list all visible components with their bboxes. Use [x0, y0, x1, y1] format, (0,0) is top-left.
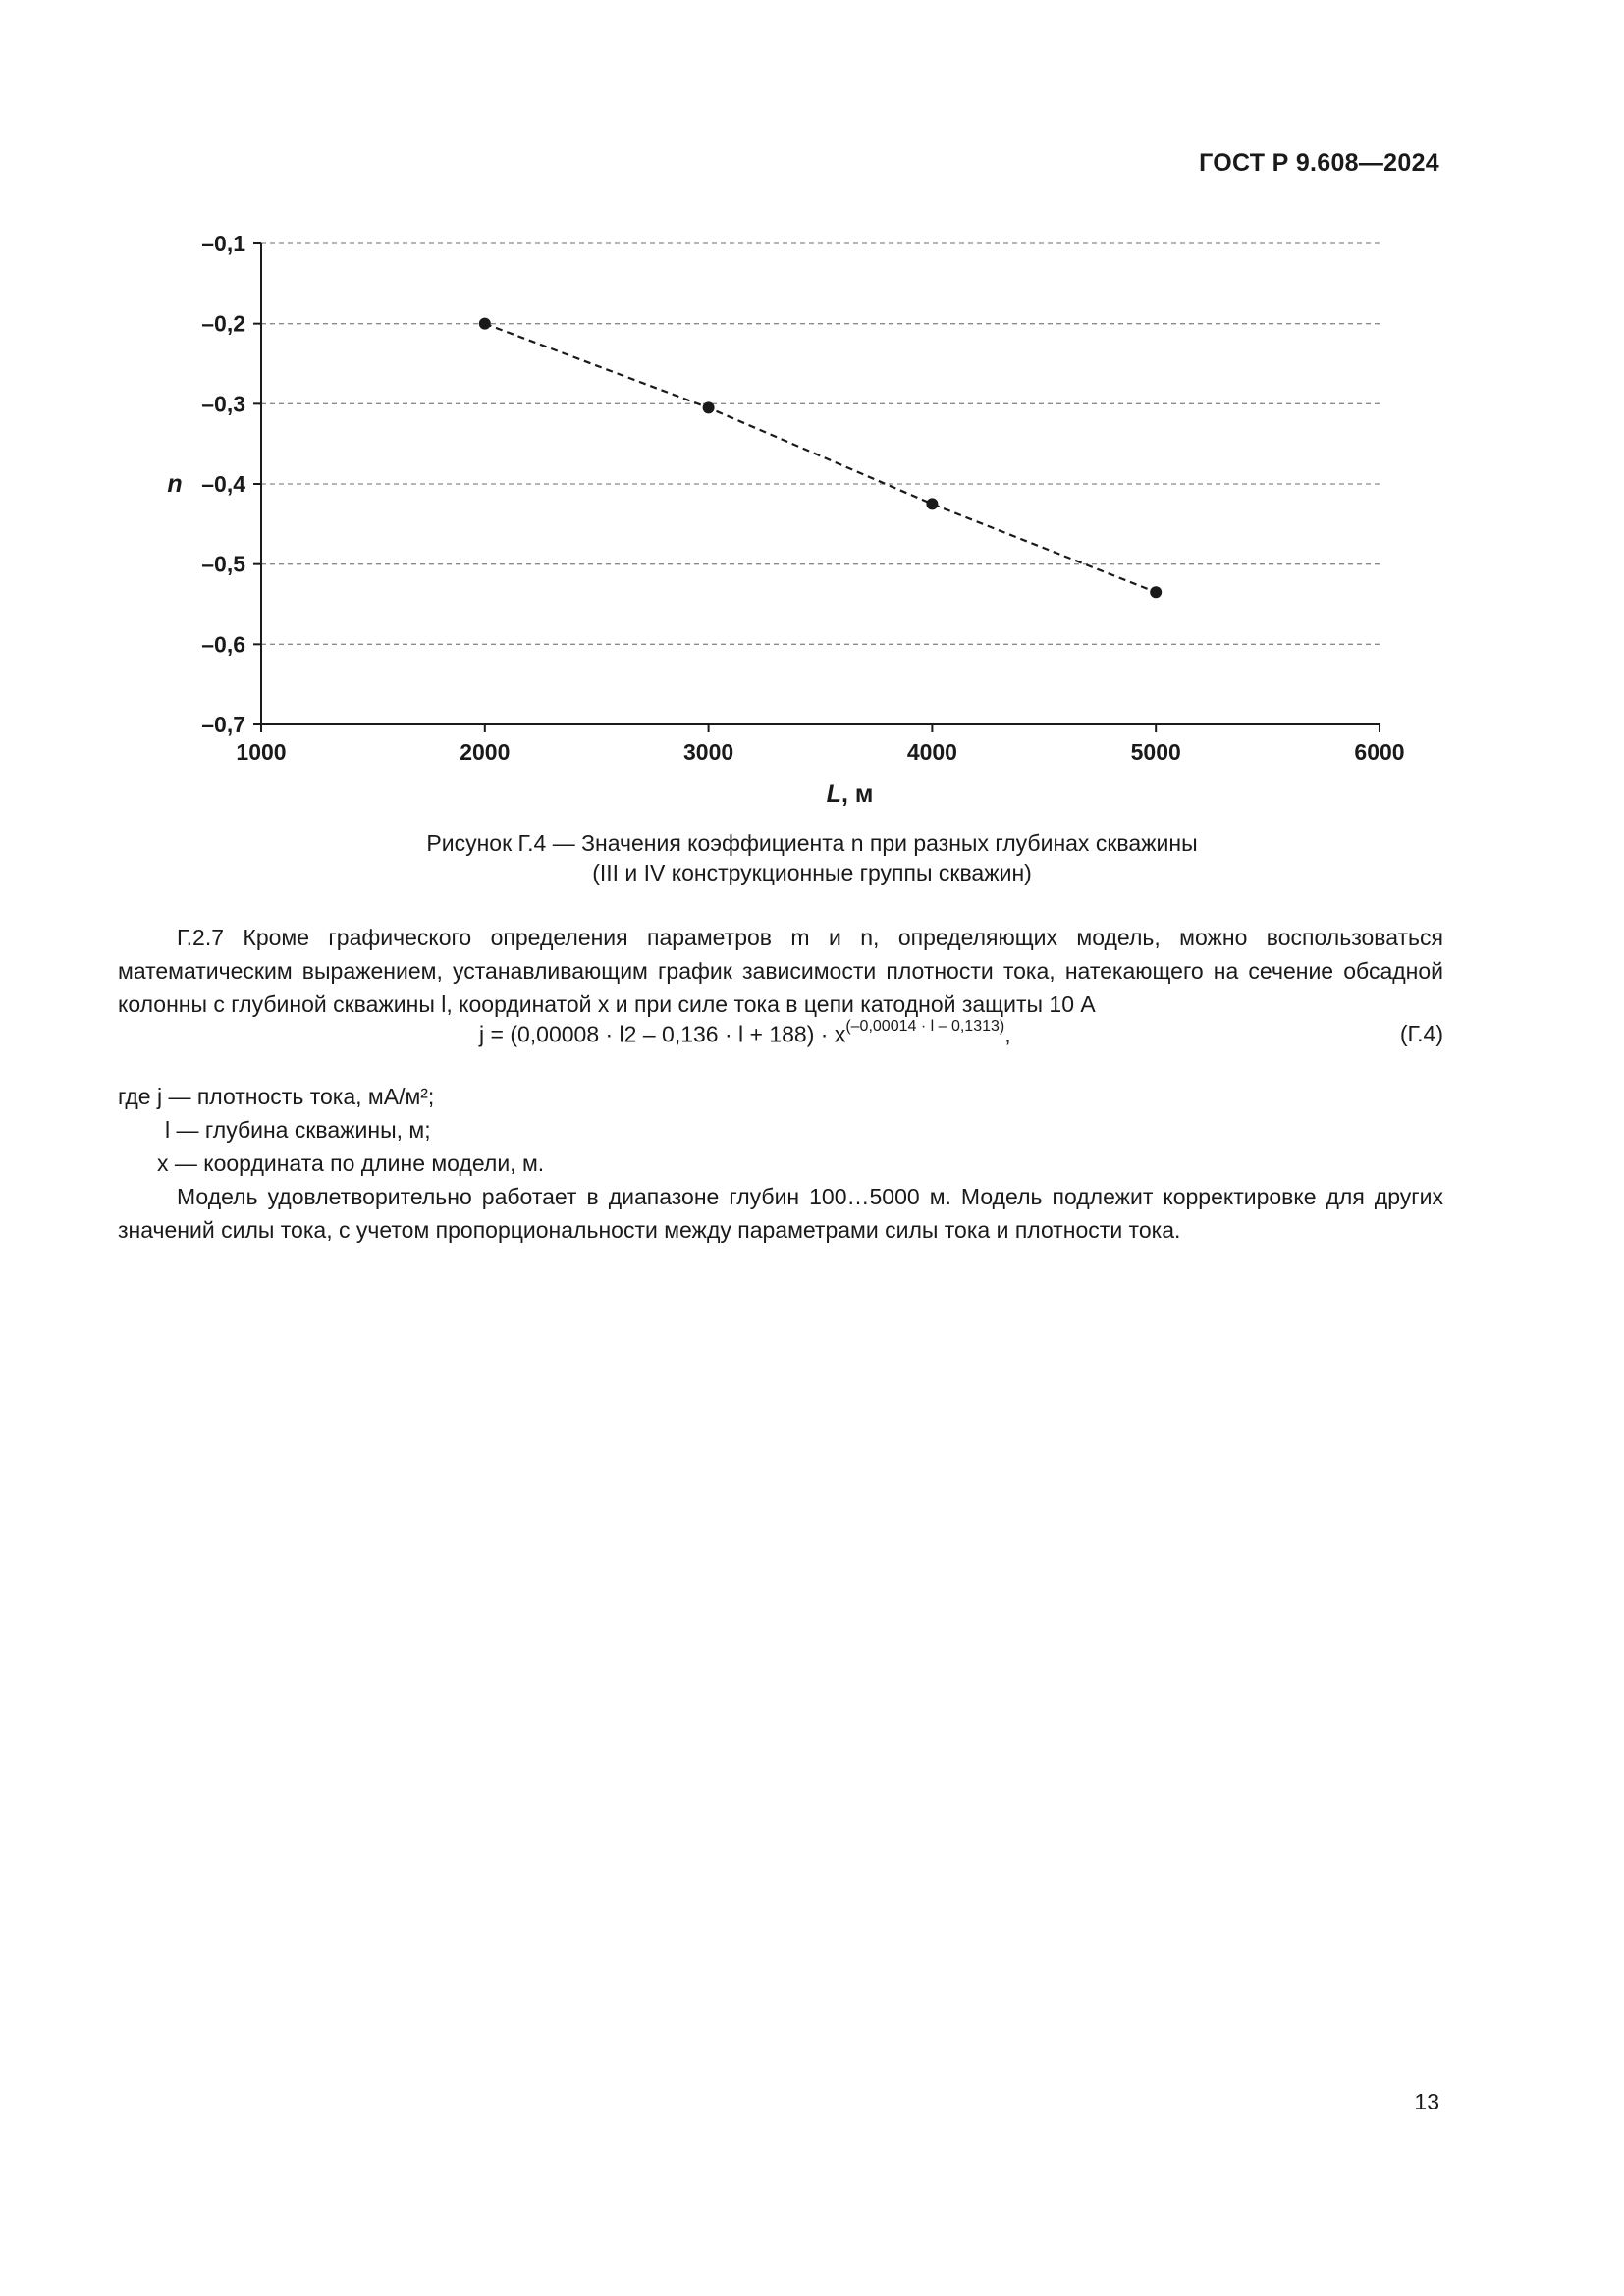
chart — [0, 0, 1624, 825]
x-axis-label-variable: L — [826, 780, 841, 808]
x-tick-label: 2000 — [460, 739, 511, 765]
y-tick-label: –0,4 — [201, 471, 245, 497]
where-item-j: где j — плотность тока, мА/м²; — [118, 1084, 435, 1109]
y-tick-label: –0,5 — [201, 551, 245, 577]
chart-grid — [261, 243, 1380, 644]
figure-caption — [0, 828, 1624, 887]
where-item-l: l — глубина скважины, м; — [165, 1117, 431, 1143]
paragraph-model-range — [118, 1180, 1443, 1247]
formula: $j = (0,00008 \cdot l2 - 0,136 \cdot l + 188) \cdot x^{(-0,00014 \cdot l - 0,1313)}$, — [479, 1018, 1011, 1047]
formula-exponent: (–0,00014 · l – 0,1313) — [845, 1018, 1005, 1035]
x-axis-label — [827, 780, 874, 808]
data-point — [926, 498, 938, 509]
chart-axes — [253, 243, 1380, 732]
y-tick-label: –0,3 — [201, 391, 245, 417]
x-tick-label: 6000 — [1354, 739, 1405, 765]
formula-main: j = (0,00008 · l2 – 0,136 · l + 188) · x — [479, 1021, 846, 1047]
y-tick-label: –0,6 — [201, 631, 245, 658]
formula-g4 — [118, 1018, 1443, 1060]
x-tick-labels — [236, 739, 1404, 765]
formula-number: (Г.4) — [1399, 1021, 1443, 1046]
paragraph-g27 — [118, 921, 1443, 1021]
y-tick-label: –0,7 — [201, 712, 245, 737]
y-axis-label: n — [167, 470, 183, 498]
document-code: ГОСТ Р 9.608—2024 — [1199, 149, 1439, 177]
x-tick-label: 4000 — [906, 739, 957, 765]
series-line — [485, 324, 1156, 593]
y-tick-label: –0,2 — [201, 310, 245, 337]
paragraph-text: Г.2.7 Кроме графического определения параметров m и n, определяющих модель, можно воспользоваться математическим выражением, устанавливающим график зависимости плотности тока, натекающего на сечение обсадной колонны с глубиной скважины l, координатой x и при силе тока в цепи катодной защиты 10 А — [118, 925, 1443, 1017]
chart-series — [479, 318, 1162, 599]
where-item-x: x — координата по длине модели, м. — [157, 1150, 545, 1176]
figure-caption-line-1: Рисунок Г.4 — Значения коэффициента n при разных глубинах скважины — [426, 830, 1198, 856]
x-tick-label: 5000 — [1130, 739, 1181, 765]
data-point — [1150, 586, 1162, 598]
data-point — [703, 401, 715, 413]
y-tick-label: –0,1 — [201, 231, 245, 256]
page-number: 13 — [1414, 2089, 1439, 2114]
data-point — [479, 318, 491, 330]
x-tick-label: 1000 — [236, 739, 287, 765]
y-tick-labels — [201, 231, 245, 737]
paragraph-text: Модель удовлетворительно работает в диапазоне глубин 100…5000 м. Модель подлежит корректировке для других значений силы тока, с учетом пропорциональности между параметрами силы тока и плотности тока. — [118, 1184, 1443, 1243]
x-axis-label-unit: , м — [840, 780, 874, 808]
figure-caption-line-2: (III и IV конструкционные группы скважин) — [592, 860, 1032, 885]
x-tick-label: 3000 — [683, 739, 734, 765]
